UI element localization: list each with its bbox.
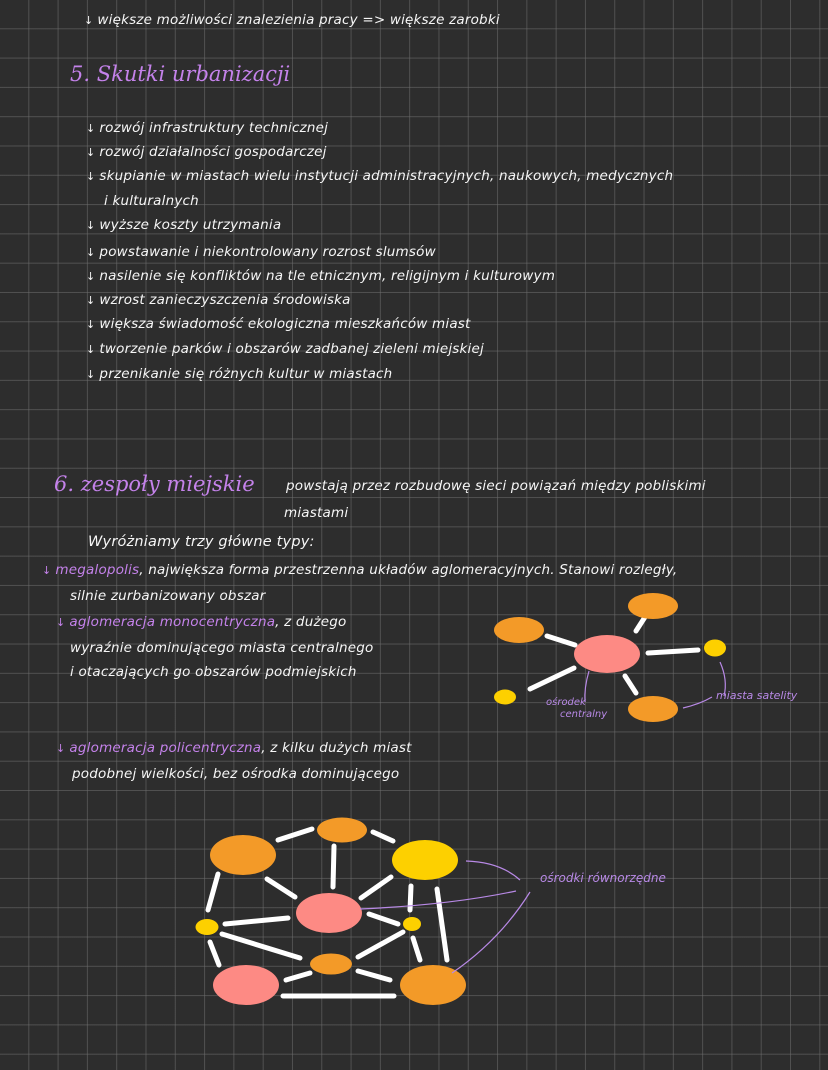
arrow-down-icon: ↓ [86,318,96,331]
section5-heading: 5. Skutki urbanizacji [70,62,291,86]
section6-heading: 6. zespoły miejskie [54,472,255,496]
arrow-down-icon: ↓ [86,368,96,381]
central-city-label-line1: ośrodek [546,697,586,708]
arrow-down-icon: ↓ [86,146,96,159]
megalopolis-text: , największa forma przestrzenna układów aglomeracyjnych. Stanowi rozległy, [139,562,678,578]
arrow-down-icon: ↓ [86,343,96,356]
list-item-text: rozwój działalności gospodarczej [99,144,327,160]
arrow-down-icon: ↓ [84,14,94,27]
equal-city-node [400,965,466,1005]
list-item-text: powstawanie i niekontrolowany rozrost slumsów [99,244,436,260]
section6-definition-line1: powstają przez rozbudowę sieci powiązań między pobliskimi [286,478,706,494]
city-node [196,919,219,935]
central-city-label-line2: centralny [560,709,608,720]
list-item-text: skupianie w miastach wielu instytucji administracyjnych, naukowych, medycznych [99,168,674,184]
arrow-down-icon: ↓ [86,246,96,259]
arrow-down-icon: ↓ [86,270,96,283]
monocentric-line3: i otaczających go obszarów podmiejskich [70,664,357,680]
equal-centers-label: ośrodki równorzędne [540,871,666,885]
megalopolis-line2: silnie zurbanizowany obszar [70,588,266,604]
monocentric-term: aglomeracja monocentryczna [69,614,276,630]
equal-city-node [296,893,362,933]
arrow-down-icon: ↓ [86,219,96,232]
arrow-down-icon: ↓ [42,564,52,577]
satellite-cities-label: miasta satelity [716,689,798,702]
types-intro: Wyróżniamy trzy główne typy: [88,534,315,550]
intro-text: większe możliwości znalezienia pracy => większe zarobki [97,12,500,28]
equal-city-node [392,840,458,880]
arrow-down-icon: ↓ [56,616,66,629]
list-item-text: rozwój infrastruktury technicznej [99,120,329,136]
monocentric-text: , z dużego [275,614,347,630]
arrow-down-icon: ↓ [56,742,66,755]
list-item-text: nasilenie się konfliktów na tle etnicznym, religijnym i kulturowym [99,268,556,284]
city-node [403,917,421,931]
list-item-text: tworzenie parków i obszarów zadbanej zieleni miejskiej [99,341,484,357]
monocentric-line2: wyraźnie dominującego miasta centralnego [70,640,374,656]
equal-city-node [213,965,279,1005]
polycentric-line2: podobnej wielkości, bez ośrodka dominującego [72,766,400,782]
megalopolis-term: megalopolis [55,562,140,578]
arrow-down-icon: ↓ [86,170,96,183]
list-item-text: przenikanie się różnych kultur w miastach [99,366,393,382]
list-item-text: większa świadomość ekologiczna mieszkańców miast [99,316,471,332]
city-node [310,954,352,975]
arrow-down-icon: ↓ [86,294,96,307]
list-item-text: i kulturalnych [104,193,199,209]
equal-city-node [210,835,276,875]
polycentric-term: aglomeracja policentryczna [69,740,262,756]
arrow-down-icon: ↓ [86,122,96,135]
city-node [317,818,367,843]
list-item-text: wzrost zanieczyszczenia środowiska [99,292,351,308]
polycentric-text: , z kilku dużych miast [261,740,412,756]
list-item-text: wyższe koszty utrzymania [99,217,282,233]
section6-definition-line2: miastami [284,505,349,521]
